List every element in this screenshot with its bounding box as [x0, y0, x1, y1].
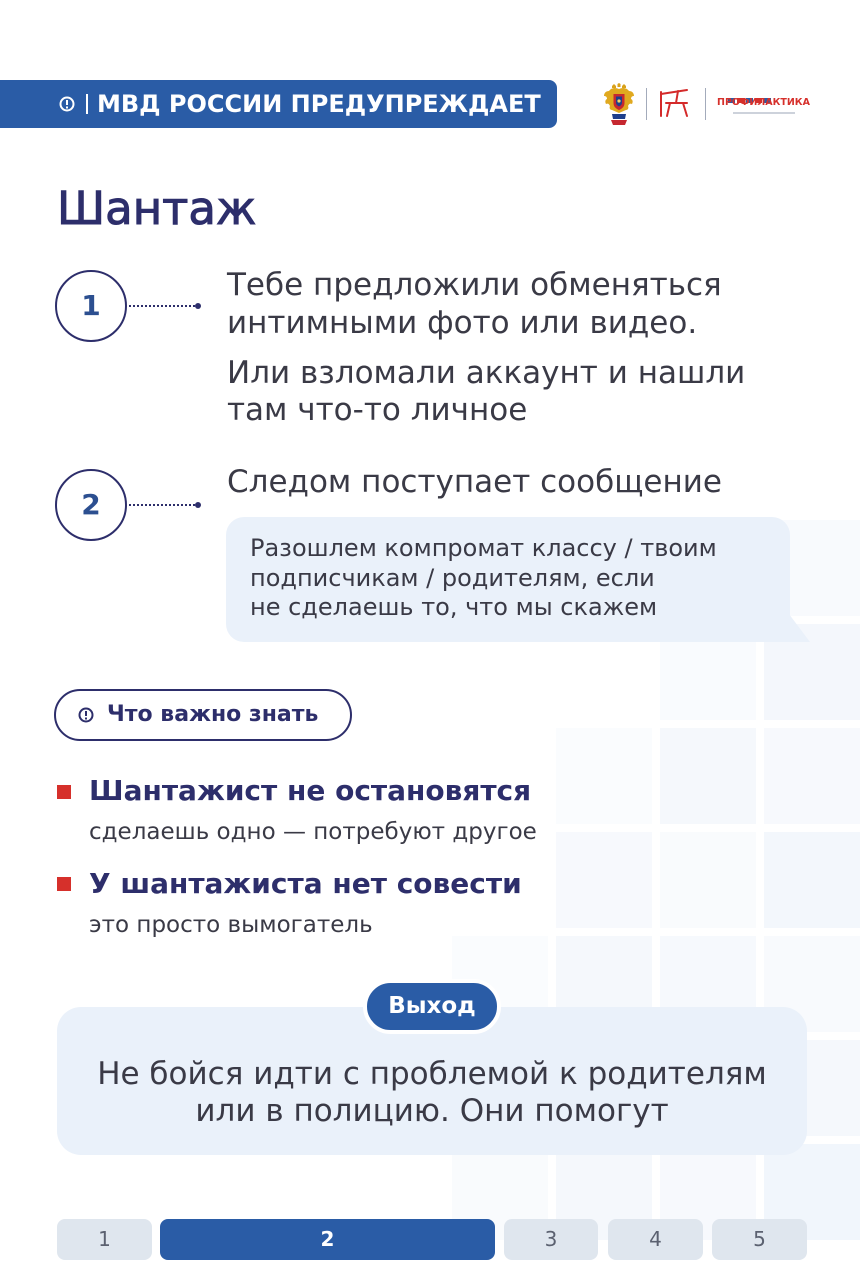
logo-divider [705, 88, 706, 120]
page-indicator-2[interactable]: 2 [160, 1219, 495, 1260]
background-square [660, 832, 756, 928]
exit-text-line: Не бойся идти с проблемой к родителям [97, 1056, 767, 1092]
bullet-marker [57, 877, 71, 891]
logo-tagline [733, 112, 795, 114]
step-number-badge: 1 [55, 270, 127, 342]
partner-logos [600, 82, 812, 128]
profilaktika-logo-text: ПРОФИЛАКТИКА [717, 97, 810, 108]
step-text-line: там что-то личное [227, 392, 528, 428]
page-indicator-1[interactable]: 1 [57, 1219, 152, 1260]
step-text-line: Тебе предложили обменяться [227, 267, 722, 303]
bullet-marker [57, 785, 71, 799]
message-line: Разошлем компромат классу / твоим [250, 534, 717, 562]
exit-text-line: или в полицию. Они помогут [195, 1093, 669, 1129]
bullet-title: Шантажист не остановятся [89, 774, 532, 807]
mvd-emblem-icon [603, 83, 635, 126]
message-line: подписчикам / родителям, если [250, 564, 655, 592]
step-number-badge: 2 [55, 469, 127, 541]
bullet-title: У шантажиста нет совести [89, 867, 522, 900]
page-indicator-3[interactable]: 3 [504, 1219, 598, 1260]
background-square [556, 728, 652, 824]
bullet-text: сделаешь одно — потребуют другое [89, 819, 537, 845]
step-connector-dot [195, 502, 201, 508]
profilaktika-squares-icon [728, 89, 776, 95]
step-text-line: Или взломали аккаунт и нашли [227, 355, 746, 391]
message-line: не сделаешь то, что мы скажем [250, 593, 658, 621]
header-title: МВД РОССИИ ПРЕДУПРЕЖДАЕТ [97, 90, 541, 118]
exclamation-circle-icon [59, 96, 75, 112]
logo-divider [646, 88, 647, 120]
chair-logo-icon [657, 88, 691, 120]
header-banner [0, 80, 557, 128]
step-text-line: интимными фото или видео. [227, 305, 698, 341]
header-divider [86, 94, 88, 114]
step-connector-dot [195, 303, 201, 309]
exit-label-pill: Выход [363, 979, 501, 1034]
background-square [660, 728, 756, 824]
page-indicator-4[interactable]: 4 [608, 1219, 703, 1260]
background-square [764, 832, 860, 928]
background-square [556, 832, 652, 928]
bullet-text: это просто вымогатель [89, 912, 373, 938]
important-label-pill [54, 689, 352, 741]
important-label: Что важно знать [107, 702, 319, 727]
step-connector [129, 504, 195, 506]
exclamation-circle-icon [78, 707, 94, 723]
step-connector [129, 305, 195, 307]
page-indicator-5[interactable]: 5 [712, 1219, 807, 1260]
background-square [764, 728, 860, 824]
page-title: Шантаж [57, 182, 257, 235]
step-text-line: Следом поступает сообщение [227, 464, 722, 500]
message-bubble [226, 517, 790, 642]
